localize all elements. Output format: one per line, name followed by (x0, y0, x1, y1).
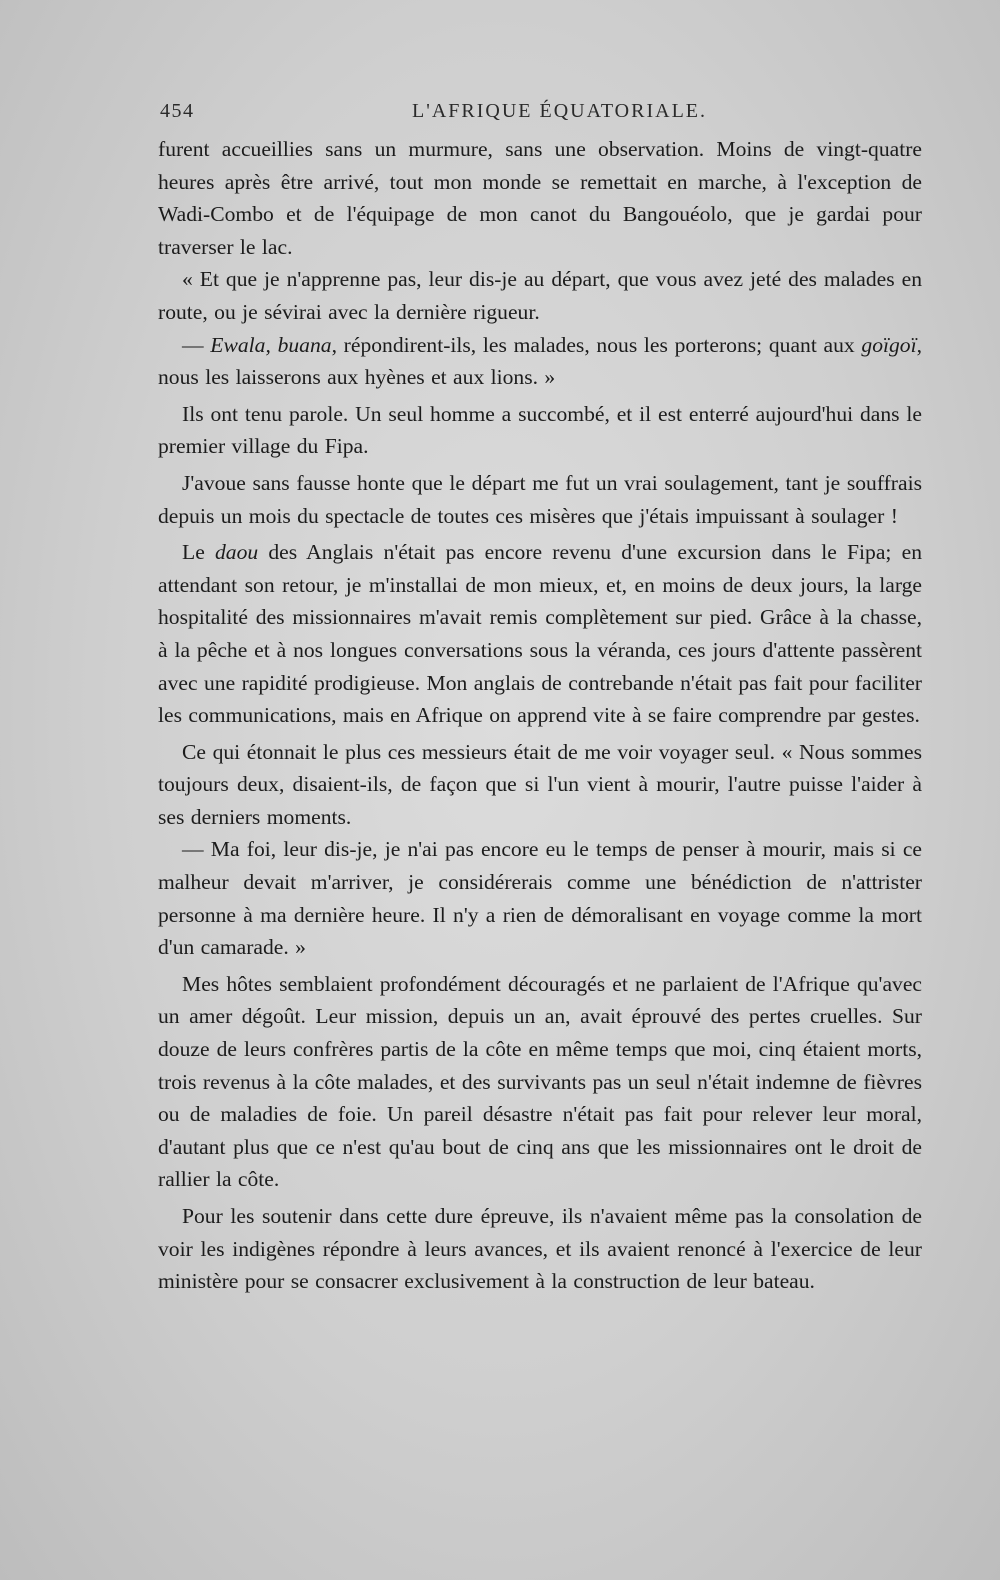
italic-text-run: goïgoï (861, 332, 917, 357)
text-run: « Et que je n'apprenne pas, leur dis-je au départ, que vous avez jeté des malades en route, ou je sévirai avec la dernière rigueur. (158, 267, 922, 324)
text-run: , nous les laisserons aux hyènes et aux lions. » (158, 332, 923, 390)
text-run: Mes hôtes semblaient profondément découragés et ne parlaient de l'Afrique qu'avec un amer dégoût. Leur mission, depuis un an, avait éprouvé des pertes cruelles. Sur douze de leurs confrères partis de la côte en même temps que moi, cinq étaient morts, trois revenus à la côte malades, et des survivants pas un seul n'était indemne de fièvres ou de maladies de foie. Un pareil désastre n'était pas fait pour relever leur moral, d'autant plus que ce n'est qu'au bout de cinq ans que les missionnaires ont le droit de rallier la côte. (158, 971, 922, 1192)
text-run: Le (182, 540, 215, 565)
italic-text-run: daou (214, 540, 259, 565)
paragraph (158, 467, 922, 532)
text-run: J'avoue sans fausse honte que le départ me fut un vrai soulagement, tant je souffrais depuis un mois du spectacle de toutes ces misères que j'étais impuissant à soulager ! (158, 470, 922, 528)
paragraph (158, 329, 922, 394)
paragraph (158, 263, 922, 328)
text-run: — (182, 332, 211, 357)
text-run: Ce qui étonnait le plus ces messieurs était de me voir voyager seul. « Nous sommes toujours deux, disaient-ils, de façon que si l'un vient à mourir, l'autre puisse l'aider à ses derniers moments. (158, 739, 922, 829)
italic-text-run: Ewala, buana (210, 332, 332, 357)
paragraph (158, 968, 922, 1196)
paragraph (158, 1200, 922, 1298)
paragraph (158, 133, 922, 263)
text-run: Ils ont tenu parole. Un seul homme a succombé, et il est enterré aujourd'hui dans le premier village du Fipa. (158, 401, 922, 459)
running-title: L'AFRIQUE ÉQUATORIALE. (412, 100, 707, 122)
body-text (158, 133, 922, 1298)
paragraph (158, 536, 922, 732)
paragraph (158, 833, 922, 963)
text-run: — Ma foi, leur dis-je, je n'ai pas encore eu le temps de penser à mourir, mais si ce malheur devait m'arriver, je considérerais comme une bénédiction de n'attrister personne à ma dernière heure. Il n'y a rien de démoralisant en voyage comme la mort d'un camarade. » (158, 837, 922, 960)
text-run: Pour les soutenir dans cette dure épreuve, ils n'avaient même pas la consolation de voir les indigènes répondre à leurs avances, et ils avaient renoncé à l'exercice de leur ministère pour se consacrer exclusivement à la construction de leur bateau. (158, 1204, 922, 1294)
paragraph (158, 736, 922, 834)
paragraph (158, 398, 922, 463)
page-header (160, 100, 920, 130)
text-run: furent accueillies sans un murmure, sans une observation. Moins de vingt-quatre heures après être arrivé, tout mon monde se remettait en marche, à l'exception de Wadi-Combo et de l'équipage de mon canot du Bangouéolo, que je gardai pour traverser le lac. (158, 137, 922, 259)
page-number: 454 (160, 100, 195, 122)
text-run: des Anglais n'était pas encore revenu d'une excursion dans le Fipa; en attendant son retour, je m'installai de mon mieux, et, en moins de deux jours, la large hospitalité des missionnaires m'avait remis complètement sur pied. Grâce à la chasse, à la pêche et à nos longues conversations sous la véranda, ces jours d'attente passèrent avec une rapidité prodigieuse. Mon anglais de contrebande n'était pas fait pour faciliter les communications, mais en Afrique on apprend vite à se faire comprendre par gestes. (158, 540, 922, 728)
text-run: , répondirent-ils, les malades, nous les porterons; quant aux (331, 332, 862, 357)
